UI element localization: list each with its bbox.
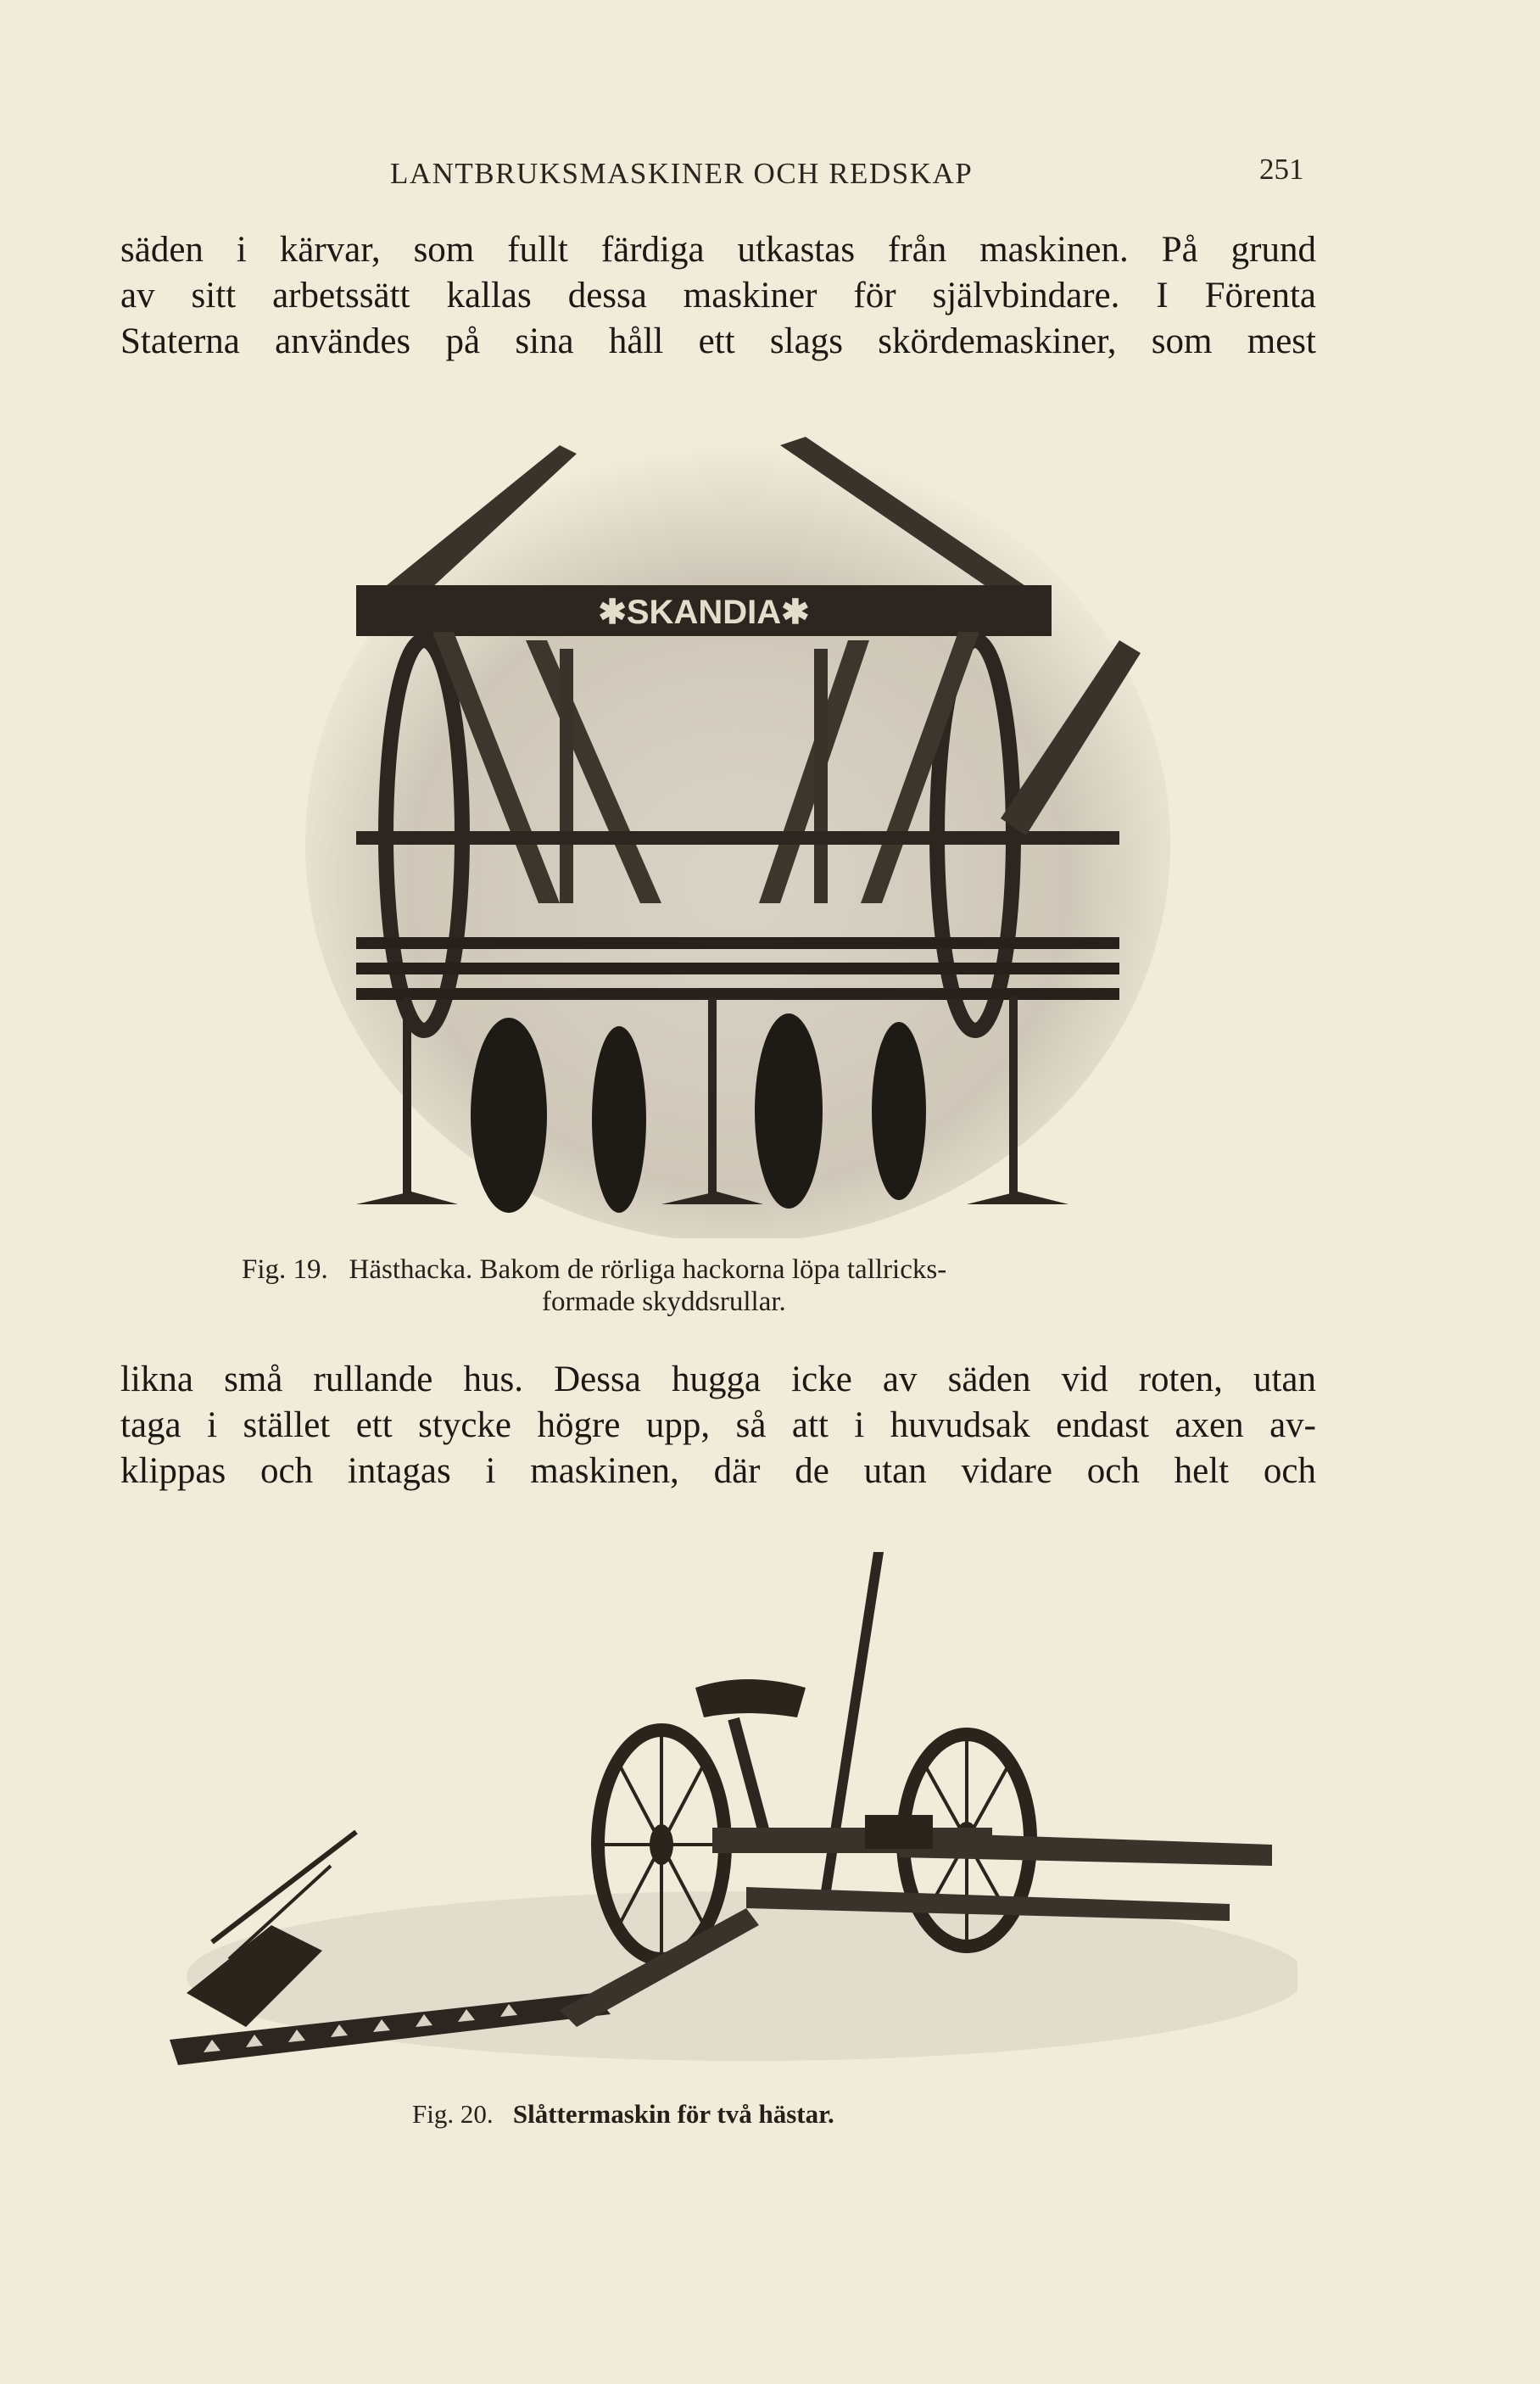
text-line: klippas och intagas i maskinen, där de utan vidare och helt och — [120, 1451, 1316, 1491]
horse-hoe-illustration — [305, 428, 1170, 1238]
paragraph-middle — [120, 1357, 1316, 1494]
figure-20-number: Fig. 20. — [412, 2099, 494, 2129]
text-line: likna små rullande hus. Dessa hugga icke av säden vid roten, utan — [120, 1359, 1316, 1399]
figure-19-number: Fig. 19. — [242, 1254, 328, 1285]
figure-20-caption — [412, 2098, 834, 2130]
paragraph-top — [120, 227, 1316, 365]
figure-mowing-machine — [153, 1552, 1297, 2078]
running-title: LANTBRUKSMASKINER OCH REDSKAP — [390, 157, 974, 190]
figure-19-caption-line1: Hästhacka. Bakom de rörliga hackorna löpa tallricks- — [349, 1254, 947, 1285]
figure-19-caption-line2: formade skyddsrullar. — [542, 1287, 786, 1317]
mowing-machine-illustration — [153, 1552, 1297, 2078]
text-line: Staterna användes på sina håll ett slags skördemaskiner, som mest — [120, 321, 1316, 361]
figure-horse-hoe — [305, 428, 1170, 1238]
page-number: 251 — [1259, 153, 1304, 186]
text-line: taga i stället ett stycke högre upp, så att i huvudsak endast axen av- — [120, 1405, 1316, 1445]
brand-plate: ✱SKANDIA✱ — [598, 594, 810, 631]
figure-19-caption — [242, 1253, 946, 1318]
text-line: säden i kärvar, som fullt färdiga utkastas från maskinen. På grund — [120, 230, 1316, 270]
figure-20-caption-text: Slåttermaskin för två hästar. — [512, 2099, 834, 2129]
text-line: av sitt arbetssätt kallas dessa maskiner för självbindare. I Förenta — [120, 276, 1316, 315]
